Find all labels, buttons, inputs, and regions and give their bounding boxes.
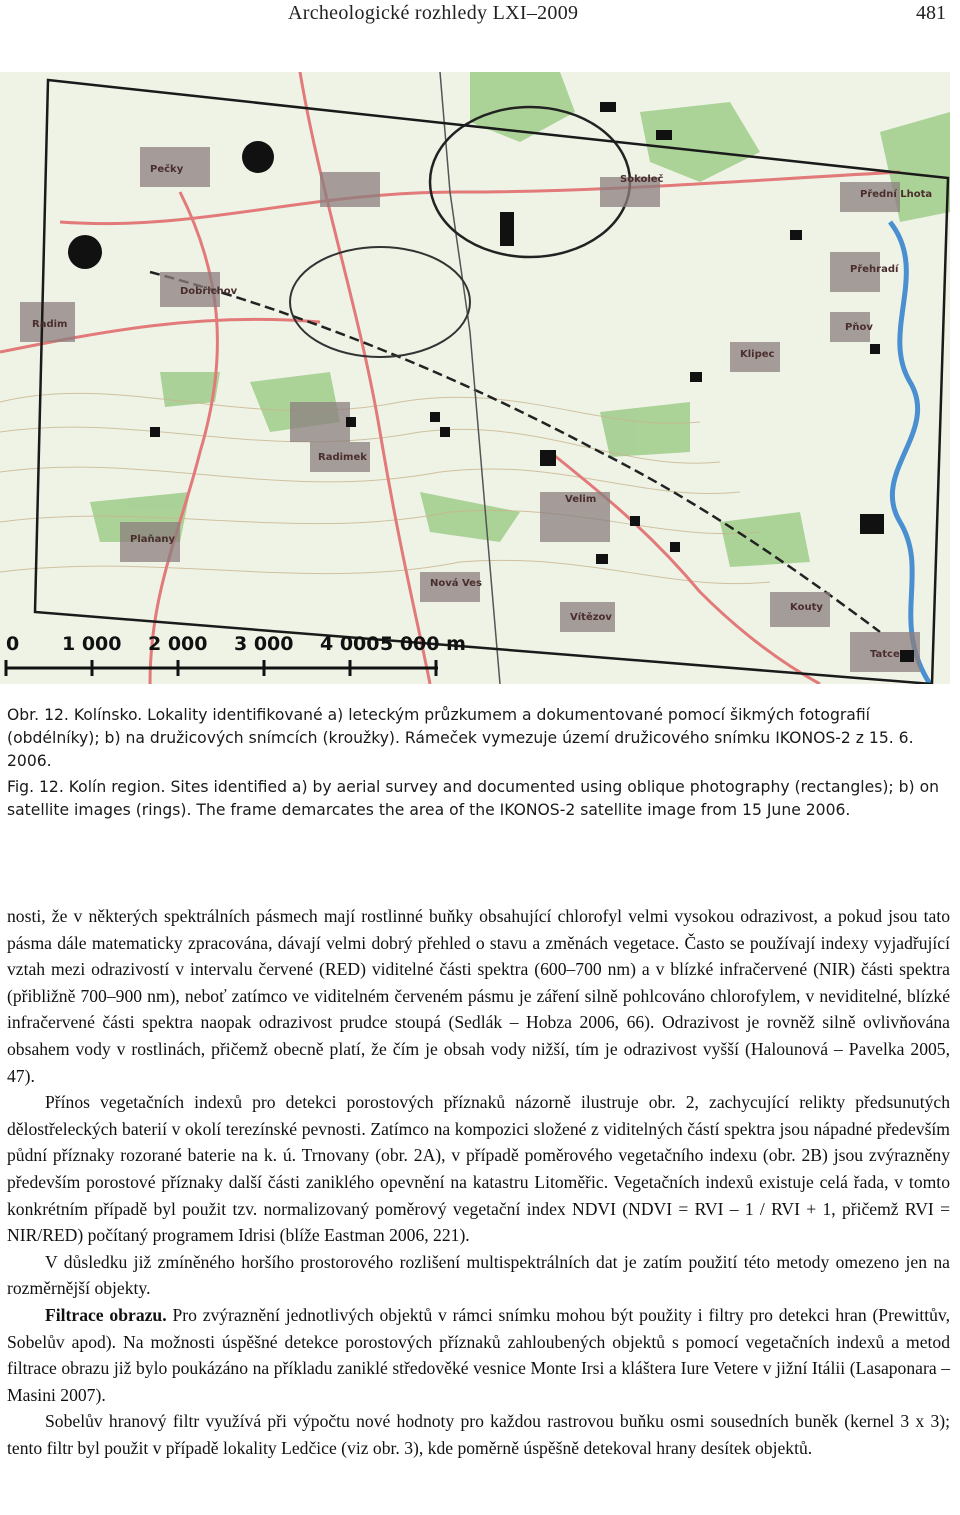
map-label: Dobřichov	[180, 286, 238, 297]
map-label: Radim	[32, 319, 68, 330]
scale-label: 1 000	[62, 633, 122, 655]
map-label: Klipec	[740, 349, 775, 360]
section-label: Filtrace obrazu.	[45, 1304, 167, 1325]
map-label: Sokoleč	[620, 174, 664, 185]
map-label: Kouty	[790, 602, 823, 613]
map-label: Přehradí	[850, 264, 899, 275]
map-label: Radimek	[318, 452, 367, 463]
paragraph: Sobelův hranový filtr využívá při výpočtu nové hodnoty pro každou rastrovou buňku osmi sousedních buněk (kernel 3 x 3); tento filtr byl použit v případě lokality Ledčice (viz obr. 3), kde poměrně úspěšně detekoval hrany desítek objektů.	[7, 1411, 950, 1458]
scale-label: 0	[6, 633, 20, 655]
scale-label: 2 000	[148, 633, 208, 655]
map-label: Pňov	[845, 322, 873, 333]
caption-czech-label: Obr. 12. Kolínsko.	[7, 706, 143, 724]
map-label: Pečky	[150, 164, 184, 175]
kolin-region-map	[0, 72, 950, 684]
map-figure	[0, 72, 950, 684]
scale-label: 4 000	[320, 633, 380, 655]
caption-czech-text: Lokality identifikované a) leteckým průzkumem a dokumentované pomocí šikmých fotografií (obdélníky); b) na družicových snímcích (kroužky). Rámeček vymezuje území družicového snímku IKONOS-2 z 15. 6. 2006.	[7, 706, 914, 771]
caption-english-label: Fig. 12. Kolín region.	[7, 777, 166, 796]
page-header	[0, 0, 960, 30]
paragraph: Přínos vegetačních indexů pro detekci porostových příznaků názorně ilustruje obr. 2, zachycující relikty předsunutých dělostřeleckých baterií v okolí terezínské pevnosti. Zatímco na kompozici složené z viditelných částí spektra jsou nápadné především půdní příznaky rozorané baterie na k. ú. Trnovany (obr. 2A), v případě poměrového vegetačního indexu (obr. 2B) jsou zvýrazněny především porostové příznaky další části zaniklého opevnění na katastru Litoměřic. Vegetačních indexů existuje celá řada, v tomto konkrétním případě byl použit tzv. normalizovaný poměrový vegetační index NDVI (NDVI = RVI – 1 / RVI + 1, přičemž RVI = NIR/RED) počítaný programem Idrisi (blíže Eastman 2006, 221).	[7, 1092, 950, 1246]
map-label: Velim	[565, 494, 597, 505]
page-number: 481	[916, 2, 946, 24]
map-label: Plaňany	[130, 534, 176, 545]
scale-label: 3 000	[234, 633, 294, 655]
caption-czech	[7, 704, 950, 774]
map-label: Vítězov	[570, 612, 612, 623]
map-label: Přední Lhota	[860, 189, 933, 200]
paragraph-text: Pro zvýraznění jednotlivých objektů v rámci snímku mohou být použity i filtry pro detekci hran (Prewittův, Sobelův apod). Na možnosti úspěšné detekce porostových příznaků zahloubených objektů s pomocí vegetačních indexů a metod filtrace obrazu již bylo poukázáno na příkladu zaniklé středověké vesnice Monte Irsi a kláštera Iure Vetere v jižní Itálii (Lasaponara – Masini 2007).	[7, 1304, 950, 1405]
scale-label: 5 000 m	[380, 633, 466, 655]
caption-english-text: Sites identified a) by aerial survey and documented using oblique photography (rectangles); b) on satellite images (rings). The frame demarcates the area of the IKONOS-2 satellite image from 15 June 2006.	[7, 777, 939, 819]
paragraph	[7, 1302, 950, 1408]
running-title: Archeologické rozhledy LXI–2009	[288, 2, 579, 24]
paragraph: nosti, že v některých spektrálních pásmech mají rostlinné buňky obsahující chlorofyl velmi vysokou odrazivost, a pokud jsou tato pásma dále matematicky zpracována, dávají velmi dobrý přehled o stavu a změnách vegetace. Často se používají indexy vyjadřující vztah mezi odrazivostí v intervalu červené (RED) viditelné části spektra (600–700 nm) a v blízké infračervené (NIR) části spektra (přibližně 700–900 nm), neboť zatímco ve viditelném červeném pásmu je záření silně pohlcováno chlorofylem, v neviditelné, blízké infračervené části spektra naopak odrazivost prudce stoupá (Sedlák – Hobza 2006, 66). Odrazivost je rovněž silně ovlivňována obsahem vody v rostlinách, přičemž obecně platí, že čím je obsah vody nižší, tím je odrazivost vyšší (Halounová – Pavelka 2005, 47).	[7, 906, 950, 1086]
caption-english	[7, 776, 950, 822]
paragraph: V důsledku již zmíněného horšího prostorového rozlišení multispektrálních dat je zatím použití této metody omezeno jen na rozměrnější objekty.	[7, 1251, 950, 1299]
map-label: Tatce	[870, 649, 900, 660]
figure-caption	[7, 704, 950, 822]
map-label: Nová Ves	[430, 578, 482, 589]
body-text	[7, 903, 950, 1461]
